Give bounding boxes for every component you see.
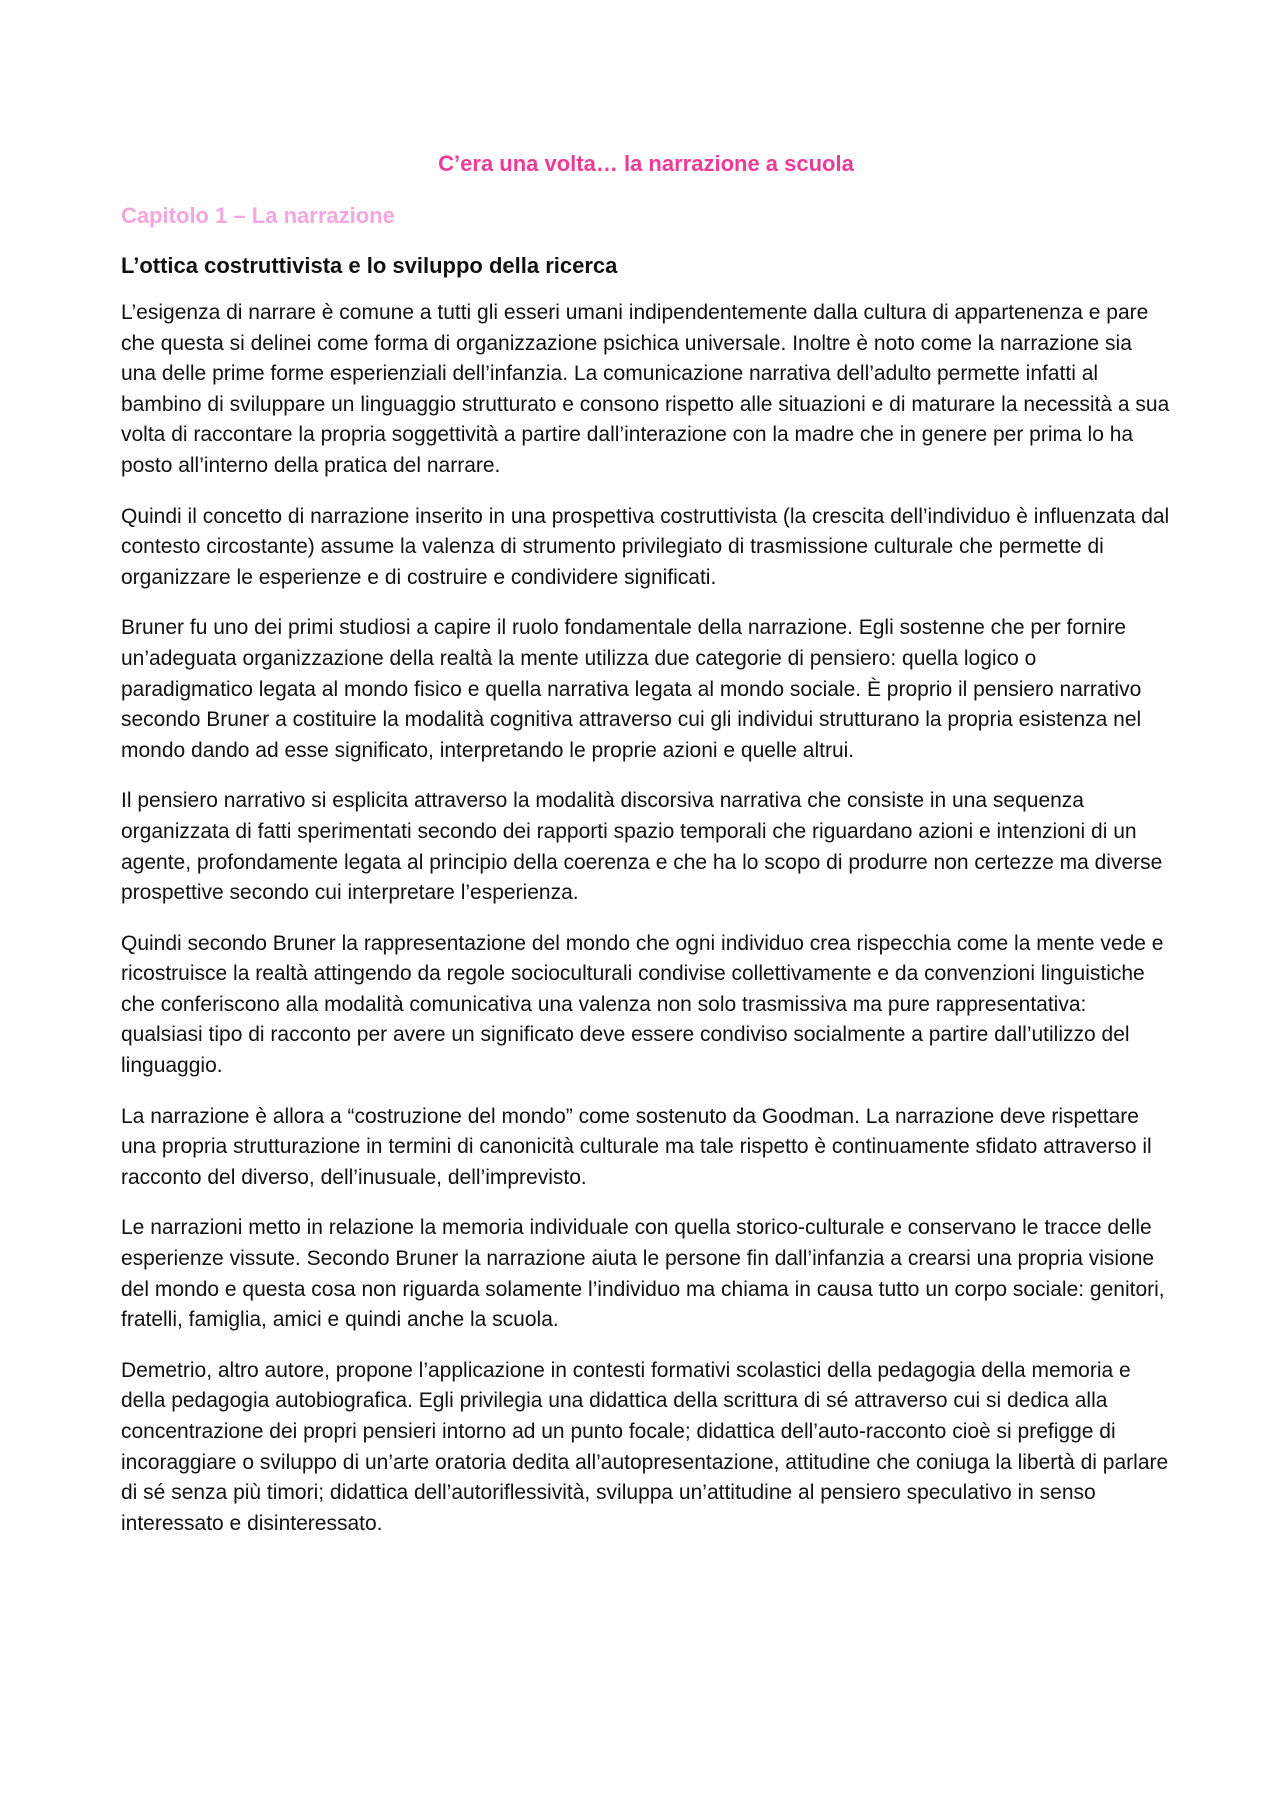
paragraph-6: La narrazione è allora a “costruzione del mondo” come sostenuto da Goodman. La narrazione deve rispettare una propria strutturazione in termini di canonicità culturale ma tale rispetto è continuamente sfidato attraverso il racconto del diverso, dell’inusuale, dell’imprevisto. <box>121 1104 1152 1189</box>
paragraph-2: Quindi il concetto di narrazione inserito in una prospettiva costruttivista (la crescita dell’individuo è influenzata dal contesto circostante) assume la valenza di strumento privilegiato di trasmissione culturale che permette di organizzare le esperienze e di costruire e condividere significati. <box>121 504 1170 589</box>
chapter-heading: Capitolo 1 – La narrazione <box>121 203 395 228</box>
section-heading: L’ottica costruttivista e lo sviluppo della ricerca <box>121 253 618 278</box>
document-title: C’era una volta… la narrazione a scuola <box>438 151 854 176</box>
paragraph-1: L’esigenza di narrare è comune a tutti gli esseri umani indipendentemente dalla cultura di appartenenza e pare che questa si delinei come forma di organizzazione psichica universale. Inoltre è noto come la narrazione sia una delle prime forme esperienziali dell’infanzia. La comunicazione narrativa dell’adulto permette infatti al bambino di sviluppare un linguaggio strutturato e consono rispetto alle situazioni e di maturare la necessità a sua volta di raccontare la propria soggettività a partire dall’interazione con la madre che in genere per prima lo ha posto all’interno della pratica del narrare. <box>121 301 1170 477</box>
document-content <box>121 148 1171 1559</box>
paragraph-4: Il pensiero narrativo si esplicita attraverso la modalità discorsiva narrativa che consiste in una sequenza organizzata di fatti sperimentati secondo dei rapporti spazio temporali che riguardano azioni e intenzioni di un agente, profondamente legata al principio della coerenza e che ha lo scopo di produrre non certezze ma diverse prospettive secondo cui interpretare l’esperienza. <box>121 789 1163 905</box>
paragraph-7: Le narrazioni metto in relazione la memoria individuale con quella storico-culturale e conservano le tracce delle esperienze vissute. Secondo Bruner la narrazione aiuta le persone fin dall’infanzia a crearsi una propria visione del mondo e questa cosa non riguarda solamente l’individuo ma chiama in causa tutto un corpo sociale: genitori, fratelli, famiglia, amici e quindi anche la scuola. <box>121 1216 1165 1332</box>
paragraph-8: Demetrio, altro autore, propone l’applicazione in contesti formativi scolastici della pedagogia della memoria e della pedagogia autobiografica. Egli privilegia una didattica della scrittura di sé attraverso cui si dedica alla concentrazione dei propri pensieri intorno ad un punto focale; didattica dell’auto-racconto cioè si prefigge di incoraggiare o sviluppo di un’arte oratoria dedita all’autopresentazione, attitudine che coniuga la libertà di parlare di sé senza più timori; didattica dell’autoriflessività, sviluppa un’attitudine al pensiero speculativo in senso interessato e disinteressato. <box>121 1358 1169 1535</box>
paragraph-3: Bruner fu uno dei primi studiosi a capire il ruolo fondamentale della narrazione. Egli sostenne che per fornire un’adeguata organizzazione della realtà la mente utilizza due categorie di pensiero: quella logico o paradigmatico legata al mondo fisico e quella narrativa legata al mondo sociale. È proprio il pensiero narrativo secondo Bruner a costituire la modalità cognitiva attraverso cui gli individui strutturano la propria esistenza nel mondo dando ad esse significato, interpretando le proprie azioni e quelle altrui. <box>121 616 1142 762</box>
paragraph-5: Quindi secondo Bruner la rappresentazione del mondo che ogni individuo crea rispecchia come la mente vede e ricostruisce la realtà attingendo da regole socioculturali condivise collettivamente e da convenzioni linguistiche che conferiscono alla modalità comunicativa una valenza non solo trasmissiva ma pure rappresentativa: qualsiasi tipo di racconto per avere un significato deve essere condiviso socialmente a partire dall’utilizzo del linguaggio. <box>121 931 1164 1078</box>
